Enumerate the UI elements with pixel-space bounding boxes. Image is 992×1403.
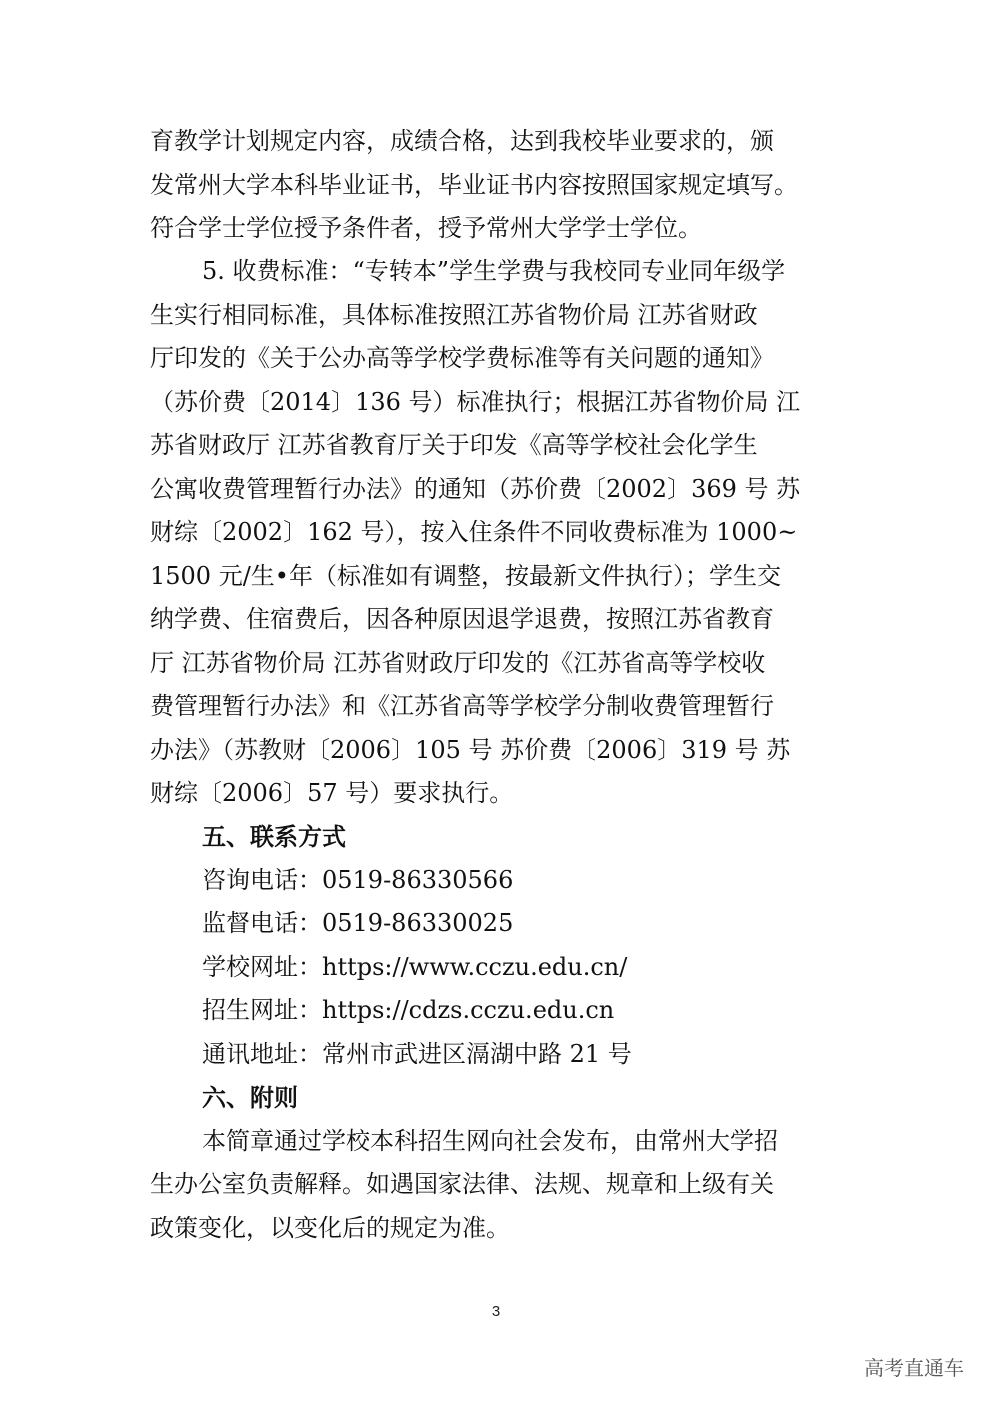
text-line: 育教学计划规定内容，成绩合格，达到我校毕业要求的，颁 xyxy=(150,127,774,155)
text-line: 纳学费、住宿费后，因各种原因退学退费，按照江苏省教育 xyxy=(150,605,774,633)
text-line: 财综〔2002〕162 号），按入住条件不同收费标准为 1000~ xyxy=(150,518,798,546)
text-line: 发常州大学本科毕业证书，毕业证书内容按照国家规定填写。 xyxy=(150,170,798,199)
text-line: 生办公室负责解释。如遇国家法律、法规、规章和上级有关 xyxy=(150,1170,774,1198)
text-line: 符合学士学位授予条件者，授予常州大学学士学位。 xyxy=(150,214,702,242)
text-line: 厅印发的《关于公办高等学校学费标准等有关问题的通知》 xyxy=(150,344,774,372)
text-line: 费管理暂行办法》和《江苏省高等学校学分制收费管理暂行 xyxy=(150,692,774,720)
section-heading-contact: 五、联系方式 xyxy=(202,822,346,851)
text-line: 1500 元/生•年（标准如有调整，按最新文件执行）；学生交 xyxy=(150,561,781,590)
watermark-text: 高考直通车 xyxy=(864,1356,964,1380)
text-line: 办法》（苏教财〔2006〕105 号 苏价费〔2006〕319 号 苏 xyxy=(150,735,791,764)
section-heading-appendix: 六、附则 xyxy=(202,1083,298,1112)
paragraph-fees xyxy=(150,250,850,816)
page-number: 3 xyxy=(491,1303,501,1320)
text-line: 苏省财政厅 江苏省教育厅关于印发《高等学校社会化学生 xyxy=(150,431,758,459)
contact-phone: 咨询电话：0519-86330566 xyxy=(202,865,514,894)
text-line: （苏价费〔2014〕136 号）标准执行；根据江苏省物价局 江 xyxy=(150,387,801,416)
contact-address: 通讯地址：常州市武进区滆湖中路 21 号 xyxy=(202,1039,632,1068)
text-line: 5. 收费标准：“专转本”学生学费与我校同专业同年级学 xyxy=(202,257,786,285)
paragraph-graduation xyxy=(150,120,850,251)
text-line: 厅 江苏省物价局 江苏省财政厅印发的《江苏省高等学校收 xyxy=(150,648,766,677)
contact-admission-url: 招生网址：https://cdzs.cczu.edu.cn xyxy=(202,996,615,1024)
text-line: 公寓收费管理暂行办法》的通知（苏价费〔2002〕369 号 苏 xyxy=(150,474,801,503)
contact-supervise-phone: 监督电话：0519-86330025 xyxy=(202,909,514,937)
contact-school-url: 学校网址：https://www.cczu.edu.cn/ xyxy=(202,952,628,981)
text-line: 政策变化，以变化后的规定为准。 xyxy=(150,1213,510,1242)
text-line: 财综〔2006〕57 号）要求执行。 xyxy=(150,779,514,807)
contact-and-appendix-section xyxy=(150,815,850,1250)
text-line: 生实行相同标准，具体标准按照江苏省物价局 江苏省财政 xyxy=(150,300,758,329)
text-line: 本简章通过学校本科招生网向社会发布，由常州大学招 xyxy=(202,1126,778,1155)
